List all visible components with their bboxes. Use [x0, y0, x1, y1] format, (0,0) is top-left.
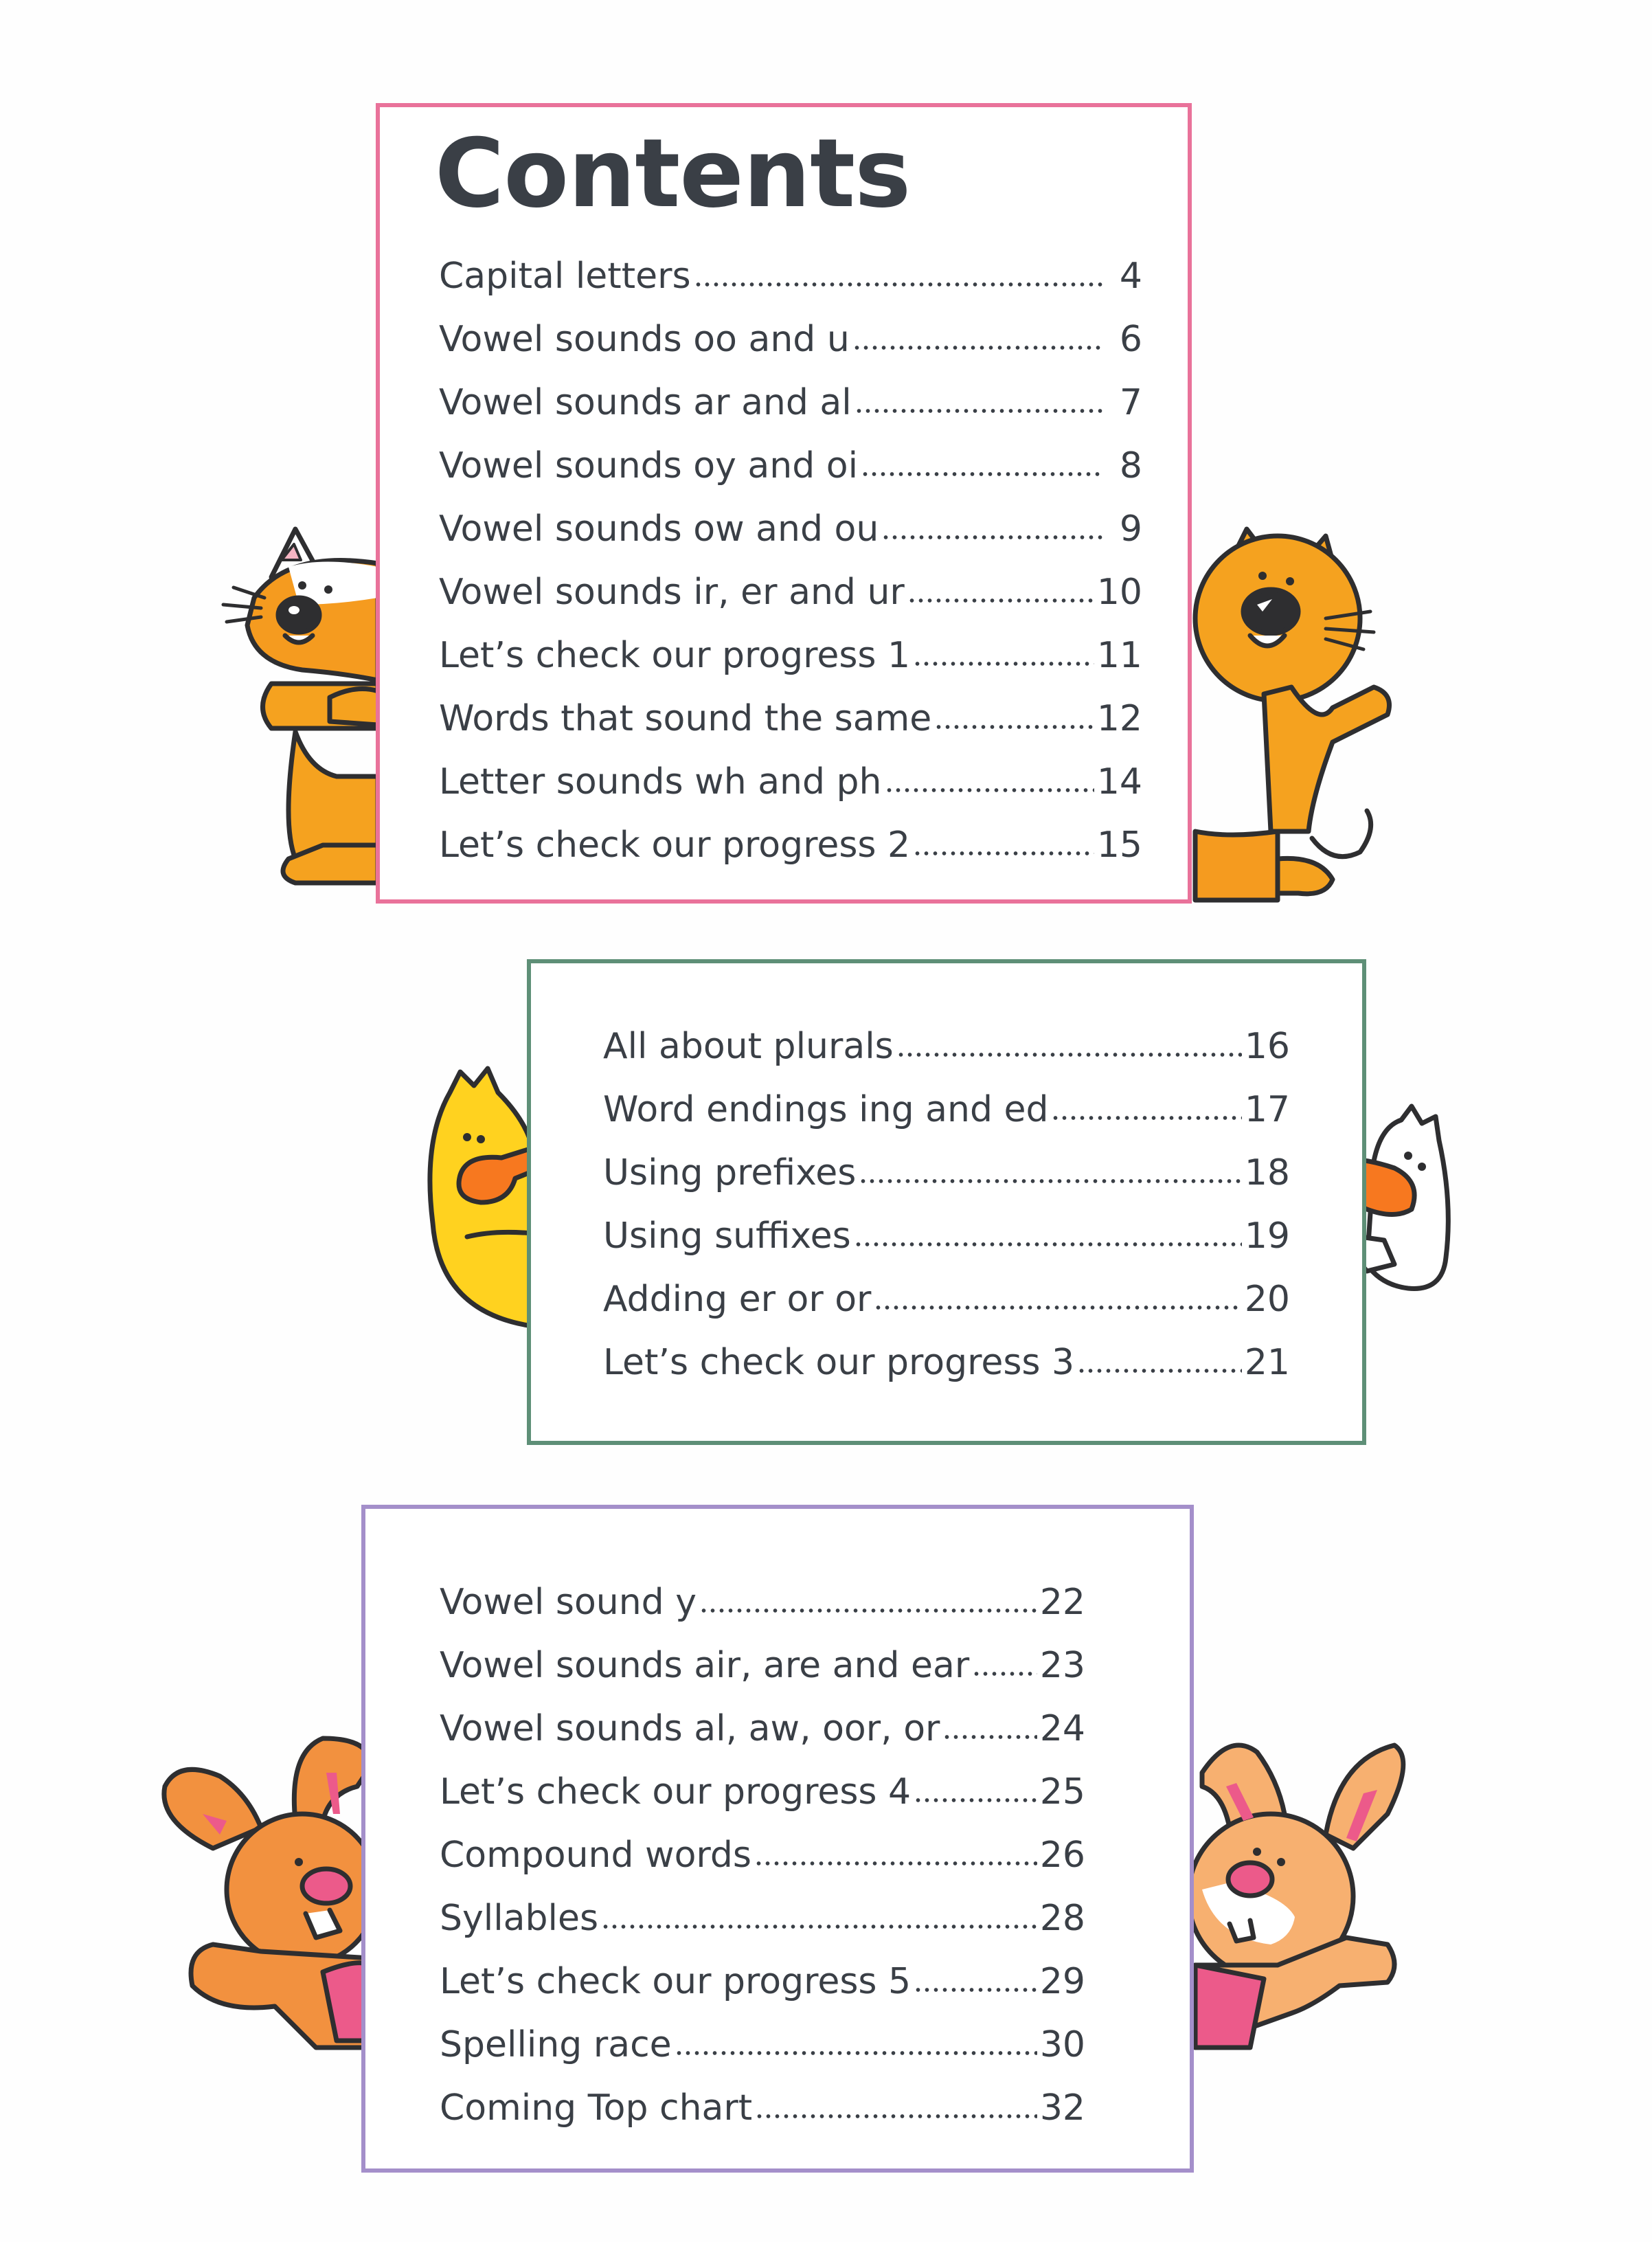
rabbit-right-icon	[1188, 1718, 1408, 2075]
toc-entry[interactable]	[440, 1760, 1085, 1824]
toc-entry-page-number: 32	[1039, 2087, 1085, 2129]
dot-leader	[913, 662, 1094, 666]
dot-leader	[675, 2051, 1037, 2055]
contents-section-3	[361, 1505, 1194, 2173]
toc-entry-label: Syllables	[440, 1898, 599, 1939]
toc-entry-label: Let’s check our progress 3	[603, 1342, 1075, 1383]
contents-section-1	[376, 103, 1192, 904]
toc-entry-label: Compound words	[440, 1835, 751, 1876]
toc-list	[603, 1015, 1290, 1394]
toc-entry-label: Word endings ing and ed	[603, 1089, 1049, 1130]
toc-entry[interactable]	[603, 1141, 1290, 1204]
toc-entry-page-number: 23	[1039, 1645, 1085, 1686]
toc-entry-page-number: 14	[1096, 761, 1142, 803]
toc-entry-page-number: 21	[1244, 1342, 1290, 1383]
dot-leader	[913, 851, 1094, 855]
toc-entry-label: Let’s check our progress 2	[439, 825, 911, 866]
toc-entry[interactable]	[439, 814, 1142, 877]
toc-entry-page-number: 6	[1119, 319, 1142, 360]
dot-leader	[1077, 1369, 1242, 1373]
toc-entry[interactable]	[440, 1824, 1085, 1887]
dot-leader	[601, 1925, 1037, 1929]
dot-leader	[942, 1735, 1037, 1739]
toc-entry-label: All about plurals	[603, 1026, 894, 1067]
contents-section-2	[527, 959, 1366, 1445]
toc-entry-label: Vowel sounds al, aw, oor, or	[440, 1708, 940, 1749]
toc-entry[interactable]	[439, 687, 1142, 750]
toc-entry[interactable]	[603, 1268, 1290, 1331]
toc-entry-label: Vowel sounds ir, er and ur	[439, 572, 905, 613]
dot-leader	[861, 472, 1104, 476]
dot-leader	[859, 1179, 1241, 1183]
toc-entry-page-number: 28	[1039, 1898, 1085, 1939]
toc-entry-page-number: 22	[1039, 1582, 1085, 1623]
dot-leader	[754, 1861, 1037, 1865]
dot-leader	[874, 1305, 1241, 1310]
toc-entry-label: Using suffixes	[603, 1215, 851, 1257]
toc-entry-page-number: 29	[1039, 1961, 1085, 2002]
toc-entry-label: Spelling race	[440, 2024, 672, 2065]
toc-entry[interactable]	[603, 1331, 1290, 1394]
toc-entry-label: Vowel sounds oo and u	[439, 319, 850, 360]
toc-entry-page-number: 9	[1119, 508, 1142, 550]
toc-entry-label: Capital letters	[439, 256, 691, 297]
toc-entry[interactable]	[440, 1950, 1085, 2013]
toc-entry[interactable]	[440, 1697, 1085, 1760]
rabbit-left-icon	[151, 1718, 371, 2075]
dot-leader	[699, 1608, 1037, 1613]
toc-entry[interactable]	[440, 1571, 1085, 1634]
toc-entry-label: Vowel sounds air, are and ear	[440, 1645, 970, 1686]
toc-entry-page-number: 11	[1096, 635, 1142, 676]
dot-leader	[914, 1988, 1037, 1992]
toc-entry-label: Vowel sounds oy and oi	[439, 445, 859, 486]
toc-entry-page-number: 15	[1096, 825, 1142, 866]
toc-entry[interactable]	[439, 624, 1142, 687]
toc-entry[interactable]	[439, 371, 1142, 434]
toc-entry-page-number: 18	[1244, 1152, 1290, 1193]
dot-leader	[914, 1798, 1037, 1802]
toc-entry-label: Adding er or or	[603, 1279, 872, 1320]
toc-entry[interactable]	[440, 1634, 1085, 1697]
toc-list	[439, 245, 1142, 877]
toc-entry-page-number: 12	[1096, 698, 1142, 739]
toc-entry[interactable]	[603, 1204, 1290, 1268]
dot-leader	[852, 346, 1104, 350]
toc-entry-page-number: 19	[1244, 1215, 1290, 1257]
toc-entry-page-number: 4	[1119, 256, 1142, 297]
toc-entry-page-number: 16	[1244, 1026, 1290, 1067]
toc-entry-page-number: 25	[1039, 1771, 1085, 1813]
toc-entry[interactable]	[439, 434, 1142, 497]
toc-entry-page-number: 24	[1039, 1708, 1085, 1749]
toc-entry-label: Let’s check our progress 5	[440, 1961, 912, 2002]
dot-leader	[1051, 1116, 1241, 1120]
toc-entry[interactable]	[603, 1078, 1290, 1141]
dot-leader	[755, 2114, 1037, 2118]
page-title: Contents	[435, 118, 911, 229]
toc-entry-label: Let’s check our progress 4	[440, 1771, 912, 1813]
toc-entry-page-number: 20	[1244, 1279, 1290, 1320]
cat-left-icon	[206, 502, 392, 914]
toc-entry[interactable]	[439, 561, 1142, 624]
toc-entry-label: Words that sound the same	[439, 698, 932, 739]
dot-leader	[885, 788, 1094, 792]
toc-entry-page-number: 7	[1119, 382, 1142, 423]
dot-leader	[907, 598, 1094, 603]
toc-entry-page-number: 8	[1119, 445, 1142, 486]
dot-leader	[896, 1053, 1242, 1057]
toc-entry[interactable]	[440, 2013, 1085, 2076]
dot-leader	[694, 282, 1104, 287]
toc-entry-label: Vowel sounds ar and al	[439, 382, 852, 423]
toc-entry[interactable]	[439, 497, 1142, 561]
dot-leader	[854, 1242, 1242, 1246]
toc-entry-label: Vowel sounds ow and ou	[439, 508, 879, 550]
toc-entry-label: Coming Top chart	[440, 2087, 753, 2129]
toc-entry[interactable]	[440, 1887, 1085, 1950]
toc-entry-label: Vowel sound y	[440, 1582, 697, 1623]
toc-entry[interactable]	[439, 245, 1142, 308]
cat-right-icon	[1188, 508, 1408, 907]
toc-entry-page-number: 26	[1039, 1835, 1085, 1876]
dot-leader	[855, 409, 1104, 413]
dot-leader	[934, 725, 1094, 729]
toc-entry[interactable]	[439, 308, 1142, 371]
toc-entry-page-number: 30	[1039, 2024, 1085, 2065]
toc-entry[interactable]	[439, 750, 1142, 814]
dot-leader	[881, 535, 1104, 539]
toc-entry[interactable]	[603, 1015, 1290, 1078]
toc-list	[440, 1571, 1085, 2140]
toc-entry-label: Let’s check our progress 1	[439, 635, 911, 676]
toc-entry-label: Letter sounds wh and ph	[439, 761, 882, 803]
toc-entry-page-number: 17	[1244, 1089, 1290, 1130]
toc-entry-label: Using prefixes	[603, 1152, 857, 1193]
toc-entry[interactable]	[440, 2076, 1085, 2140]
dot-leader	[972, 1672, 1037, 1676]
toc-entry-page-number: 10	[1096, 572, 1142, 613]
